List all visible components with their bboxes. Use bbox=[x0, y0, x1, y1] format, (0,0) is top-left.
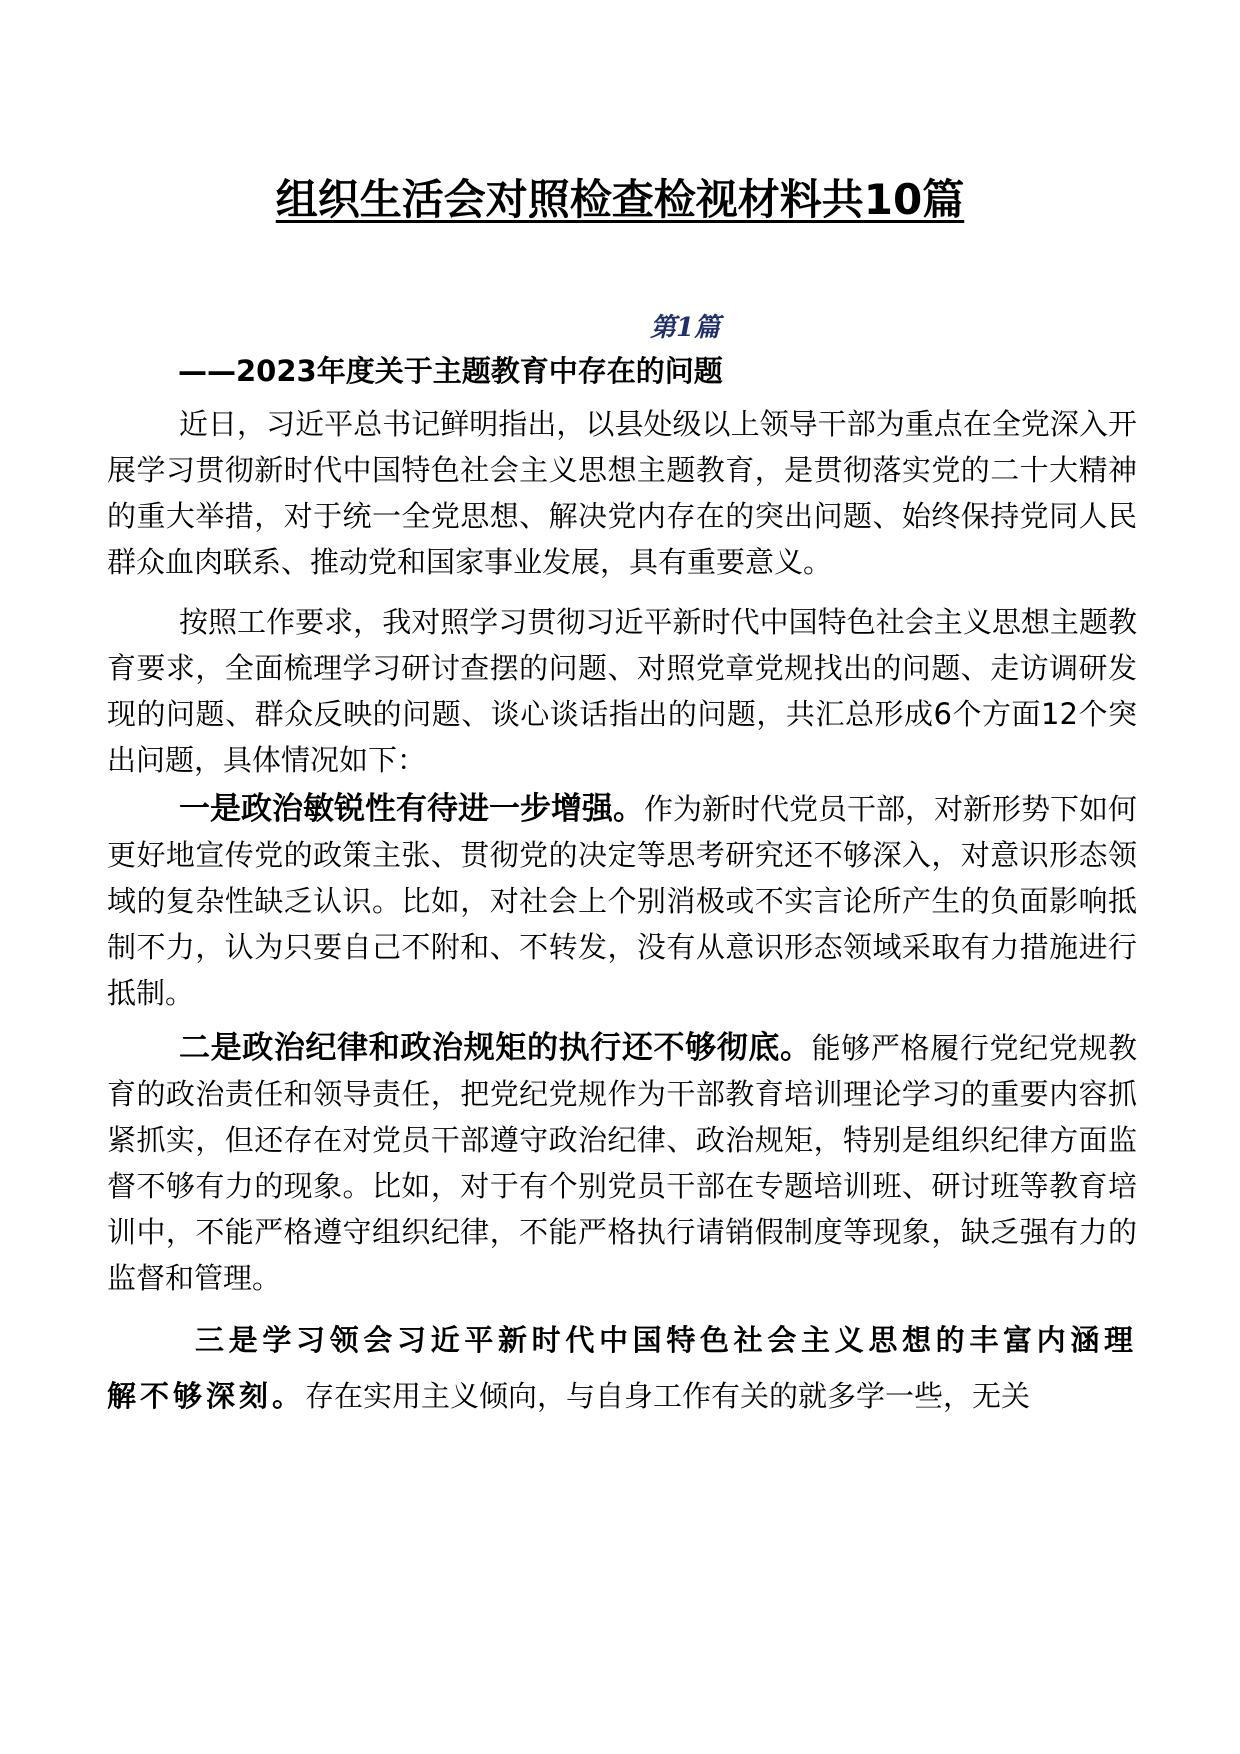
paragraph-intro: 近日，习近平总书记鲜明指出，以县处级以上领导干部为重点在全党深入开展学习贯彻新时代中国特色社会主义思想主题教育，是贯彻落实党的二十大精神的重大举措，对于统一全党思想、解决党内存在的突出问题、始终保持党同人民群众血肉联系、推动党和国家事业发展，具有重要意义。 bbox=[107, 407, 1137, 579]
section-heading: 第1篇 bbox=[649, 313, 721, 343]
paragraph-issue-1 bbox=[107, 786, 1137, 1016]
paragraph-requirements: 按照工作要求，我对照学习贯彻习近平新时代中国特色社会主义思想主题教育要求，全面梳理学习研讨查摆的问题、对照党章党规找出的问题、走访调研发现的问题、群众反映的问题、谈心谈话指出的问题，共汇总形成6个方面12个突出问题，具体情况如下： bbox=[107, 605, 1137, 777]
issue-1-body: 作为新时代党员干部，对新形势下如何更好地宣传党的政策主张、贯彻党的决定等思考研究还不够深入，对意识形态领域的复杂性缺乏认识。比如，对社会上个别消极或不实言论所产生的负面影响抵制不力，认为只要自己不附和、不转发，没有从意识形态领域采取有力措施进行抵制。 bbox=[107, 792, 1138, 1010]
issue-2-body: 能够严格履行党纪党规教育的政治责任和领导责任，把党纪党规作为干部教育培训理论学习的重要内容抓紧抓实，但还存在对党员干部遵守政治纪律、政治规矩，特别是组织纪律方面监督不够有力的现象。比如，对于有个别党员干部在专题培训班、研讨班等教育培训中，不能严格遵守组织纪律，不能严格执行请销假制度等现象，缺乏强有力的监督和管理。 bbox=[107, 1031, 1137, 1295]
issue-1-heading: 一是政治敏锐性有待进一步增强。 bbox=[179, 791, 644, 827]
issue-2-heading: 二是政治纪律和政治规矩的执行还不够彻底。 bbox=[179, 1030, 812, 1066]
issue-3-heading: 三是学习领会习近平新时代中国特色社会主义思想的丰富内涵理解不够深刻。 bbox=[107, 1323, 1137, 1413]
section-subheading: ——2023年度关于主题教育中存在的问题 bbox=[178, 354, 723, 388]
issue-3-body: 存在实用主义倾向，与自身工作有关的就多学一些，无关 bbox=[305, 1379, 1031, 1413]
paragraph-issue-3 bbox=[107, 1312, 1137, 1424]
paragraph-issue-2 bbox=[107, 1025, 1137, 1301]
document-title: 组织生活会对照检查检视材料共10篇 bbox=[275, 175, 965, 224]
